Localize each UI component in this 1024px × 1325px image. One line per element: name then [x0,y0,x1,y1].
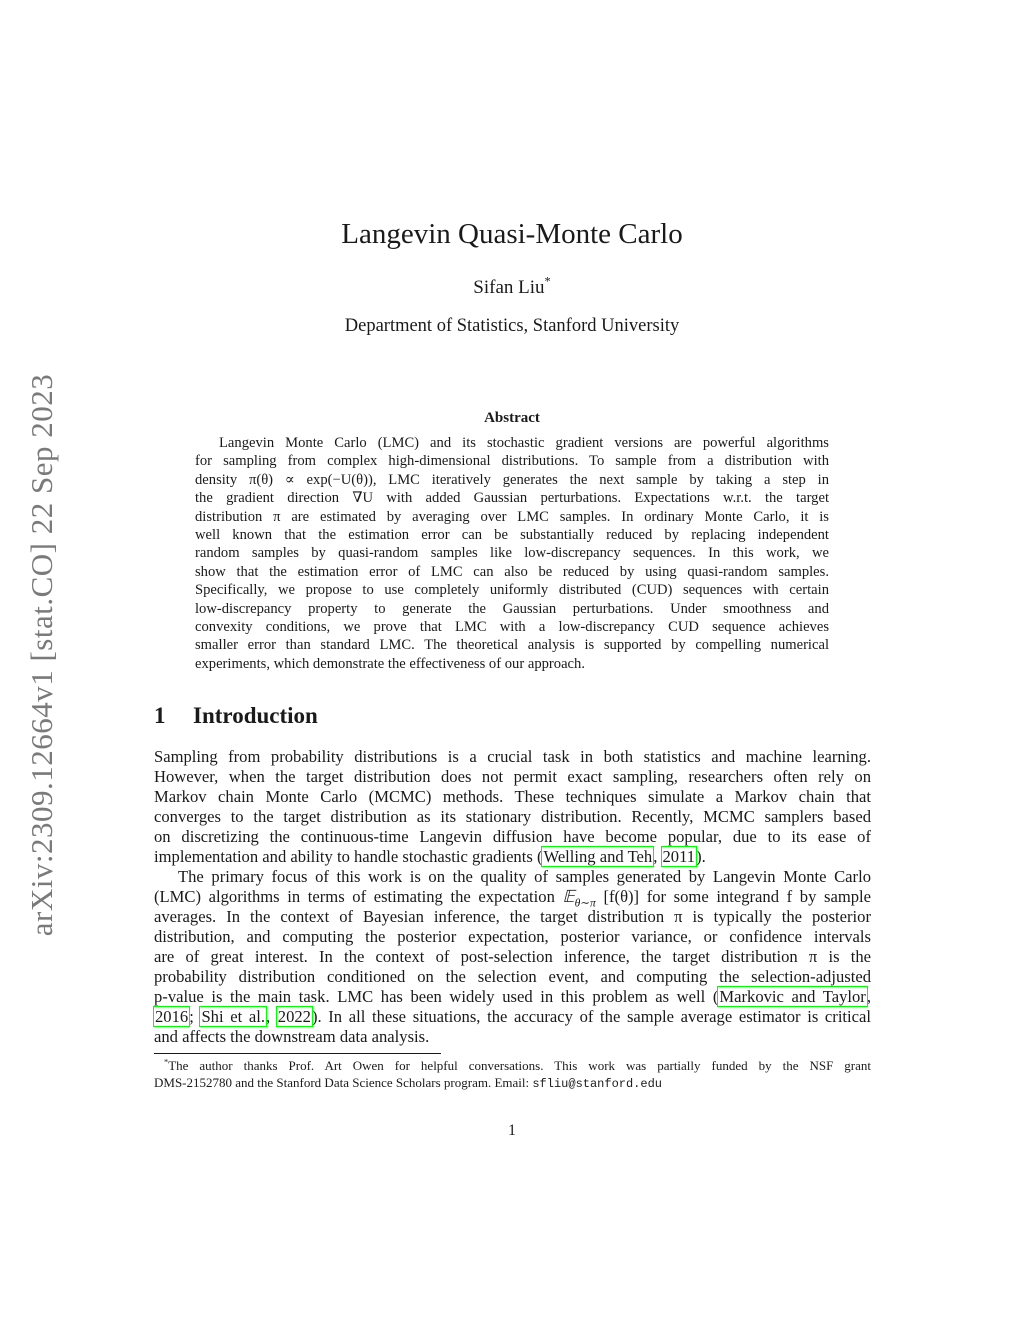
intro-text: (LMC) algorithms in terms of estimating the expectation [154,887,563,906]
footnote-line [154,1058,871,1075]
intro-text: [f(θ)] for some integrand f by sample [595,887,871,906]
citation-link-markovic-taylor[interactable]: Markovic and Taylor [719,987,866,1006]
footnote [154,1058,871,1091]
section-title: Introduction [193,703,318,728]
citation-link-shi-year[interactable]: 2022 [277,1007,311,1026]
introduction-body [154,747,871,1047]
intro-line [154,1007,871,1027]
page-number: 1 [508,1122,516,1139]
abstract-line: density π(θ) ∝ exp(−U(θ)), LMC iteratively generates the next sample by taking a step in [195,471,829,488]
section-number: 1 [154,703,166,728]
intro-text: ). In all these situations, the accuracy of the sample average estimator is critical [311,1007,871,1026]
intro-line: on discretizing the continuous-time Langevin diffusion have become popular, due to its ease of [154,827,871,846]
intro-text: ; [189,1007,201,1026]
intro-line: averages. In the context of Bayesian inference, the target distribution π is typically the posterior [154,907,871,926]
expectation-symbol: 𝔼 [562,887,575,906]
intro-line: Markov chain Monte Carlo (MCMC) methods. These techniques simulate a Markov chain that [154,787,871,806]
abstract-line: the gradient direction ∇U with added Gaussian perturbations. Expectations w.r.t. the target [195,490,829,507]
abstract-heading: Abstract [484,410,540,426]
intro-text: implementation and ability to handle stochastic gradients ( [154,847,543,866]
intro-line: Sampling from probability distributions is a crucial task in both statistics and machine learning. [154,747,871,766]
abstract-line: Specifically, we propose to use completely uniformly distributed (CUD) sequences with certain [195,582,829,599]
footnote-line [154,1075,871,1092]
abstract-body [195,434,829,673]
abstract-line: Langevin Monte Carlo (LMC) and its stochastic gradient versions are powerful algorithms [219,435,829,451]
intro-text: p-value is the main task. LMC has been widely used in this problem as well ( [154,987,719,1006]
intro-line: The primary focus of this work is on the quality of samples generated by Langevin Monte Carlo [178,867,871,886]
citation-link-welling-teh[interactable]: Welling and Teh [543,847,653,866]
intro-line [154,887,871,910]
intro-line: probability distribution conditioned on the selection event, and computing the selection-adjusted [154,967,871,986]
expectation-subscript: θ∼π [574,896,596,910]
author-line [0,274,1024,299]
abstract-line: smaller error than standard LMC. The theoretical analysis is supported by compelling numerical [195,637,829,654]
intro-line: are of great interest. In the context of post-selection inference, the target distribution π is the [154,947,871,966]
intro-text: , [265,1007,277,1026]
intro-line: distribution, and computing the posterior expectation, posterior variance, or confidence intervals [154,927,871,946]
author-footnote-mark[interactable]: * [544,274,551,289]
intro-line [154,987,871,1007]
intro-text: , [866,987,871,1006]
paper-title: Langevin Quasi-Monte Carlo [341,218,683,250]
citation-link-welling-teh-year[interactable]: 2011 [662,847,696,866]
abstract-line: well known that the estimation error can be substantially reduced by replacing independent [195,526,829,543]
intro-line [154,847,871,867]
abstract-line: show that the estimation error of LMC can also be reduced by using quasi-random samples. [195,563,829,580]
citation-link-markovic-taylor-year[interactable]: 2016 [155,1007,189,1026]
footnote-mark: * [164,1056,169,1067]
abstract-line: for sampling from complex high-dimensional distributions. To sample from a distribution with [195,453,829,470]
intro-line: However, when the target distribution does not permit exact sampling, researchers often rely on [154,767,871,786]
footnote-text: DMS-2152780 and the Stanford Data Science Scholars program. Email: [154,1074,533,1090]
citation-link-shi[interactable]: Shi et al. [201,1007,265,1026]
footnote-divider [154,1053,441,1054]
author-affiliation: Department of Statistics, Stanford University [344,316,680,336]
author-name: Sifan Liu [473,277,545,298]
abstract-line: low-discrepancy property to generate the Gaussian perturbations. Under smoothness and [195,600,829,617]
abstract-line: distribution π are estimated by averaging over LMC samples. In ordinary Monte Carlo, it is [195,508,829,525]
abstract-line: convexity conditions, we prove that LMC with a low-discrepancy CUD sequence achieves [195,618,829,635]
arxiv-identifier-stamp: arXiv:2309.12664v1 [stat.CO] 22 Sep 2023 [24,373,59,937]
abstract-line: experiments, which demonstrate the effectiveness of our approach. [195,655,585,672]
abstract-line: random samples by quasi-random samples like low-discrepancy sequences. In this work, we [195,545,829,562]
intro-text: , [653,847,662,866]
intro-line: converges to the target distribution as its stationary distribution. Recently, MCMC samplers based [154,807,871,826]
section-heading-introduction [154,703,318,729]
author-email: sfliu@stanford.edu [532,1076,662,1091]
intro-text: ). [696,847,706,866]
intro-line: and affects the downstream data analysis. [154,1027,430,1046]
footnote-text: The author thanks Prof. Art Owen for helpful conversations. This work was partially funded by the NSF grant [168,1058,871,1073]
